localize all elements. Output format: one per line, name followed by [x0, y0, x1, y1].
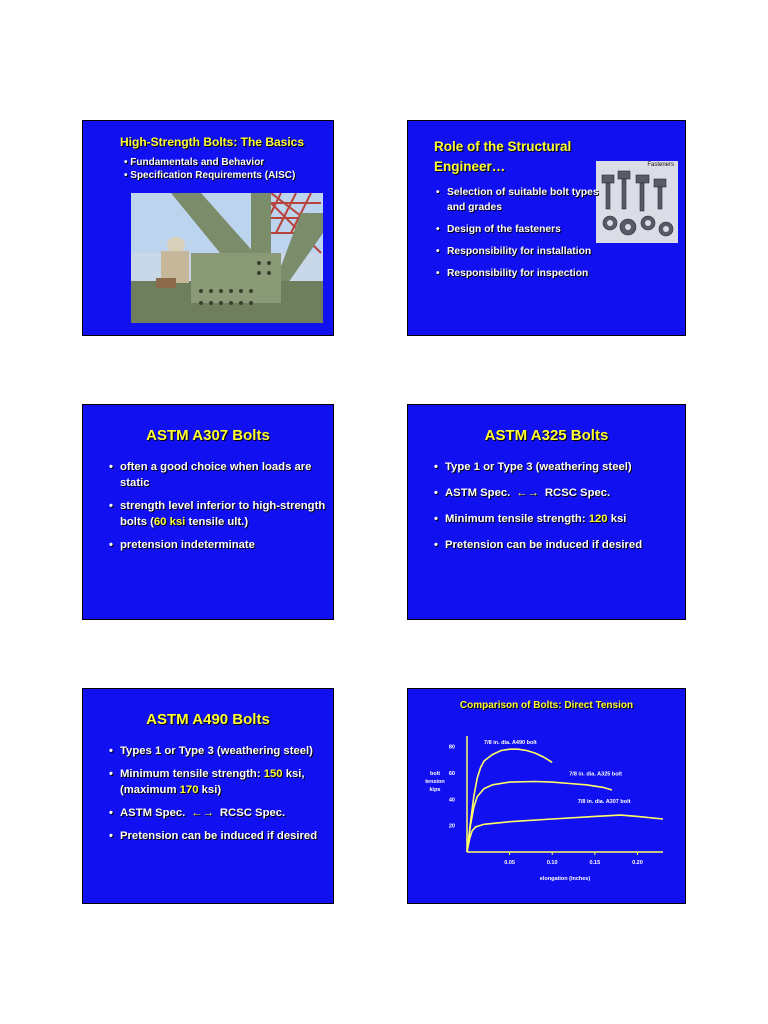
- slide-title: ASTM A490 Bolts: [146, 711, 270, 728]
- bullet-item: • Type 1 or Type 3 (weathering steel): [434, 461, 632, 473]
- series-label: 7/8 in. dia. A325 bolt: [569, 771, 622, 778]
- bullet-list: [436, 185, 616, 288]
- x-axis-label: elongation (inches): [539, 876, 591, 882]
- y-axis-label: bolt: [429, 771, 441, 777]
- tension-elongation-chart: [408, 689, 686, 904]
- highlight-value: 120: [588, 513, 608, 525]
- highlight-value: 60 ksi: [153, 516, 186, 528]
- photo-label: Fasteners: [647, 162, 674, 168]
- slide-title: High-Strength Bolts: The Basics: [120, 135, 305, 149]
- bullet-item: • Minimum tensile strength: 120 ksi: [434, 513, 627, 525]
- y-axis-label: tension: [425, 779, 445, 785]
- bullet-item: • often a good choice when loads are static: [109, 461, 312, 489]
- bullet-list: [109, 459, 329, 560]
- slide-title: ASTM A325 Bolts: [484, 427, 609, 444]
- ironworker-photo: [131, 193, 323, 323]
- double-arrow-icon: ←→: [191, 807, 214, 819]
- highlight-value: 170: [179, 784, 199, 796]
- bullet-item: • ASTM Spec. ←→ RCSC Spec.: [109, 807, 286, 819]
- bullet-item: • Design of the fasteners: [436, 224, 561, 235]
- bullet-item: • Responsibility for installation: [436, 246, 592, 257]
- y-tick-label: 80: [448, 744, 455, 751]
- chart-title: Comparison of Bolts: Direct Tension: [459, 700, 634, 711]
- bullet-list: [109, 743, 329, 851]
- bullet-item: • Pretension can be induced if desired: [109, 830, 318, 842]
- y-tick-label: 20: [448, 823, 455, 830]
- slide-high-strength-bolts: [82, 120, 334, 336]
- bullet-item: • Types 1 or Type 3 (weathering steel): [109, 745, 313, 757]
- slide-title: ASTM A307 Bolts: [146, 427, 270, 444]
- sub-item: • Specification Requirements (AISC): [124, 170, 296, 181]
- series-label: 7/8 in. dia. A490 bolt: [484, 739, 537, 746]
- x-tick-label: 0.10: [546, 860, 558, 866]
- slide-a325: [407, 404, 686, 620]
- bullet-item: • Minimum tensile strength: 150 ksi, (maximum 170 ksi): [109, 768, 305, 796]
- bullet-item: • pretension indeterminate: [109, 539, 255, 551]
- x-tick-label: 0.15: [589, 860, 601, 866]
- series-line: [467, 749, 552, 852]
- slide-title: [434, 137, 571, 177]
- title-line: Engineer…: [434, 159, 506, 174]
- slide-a307: [82, 404, 334, 620]
- slide-bolt-comparison-chart: [407, 688, 686, 904]
- sub-item: • Fundamentals and Behavior: [124, 157, 265, 168]
- bullet-item: • strength level inferior to high-strength bolts (60 ksi tensile ult.): [109, 500, 326, 528]
- y-axis-label: kips: [429, 787, 441, 793]
- slide-role-engineer: [407, 120, 686, 336]
- x-tick-label: 0.05: [504, 860, 515, 866]
- bullet-item: • ASTM Spec. ←→ RCSC Spec.: [434, 487, 611, 499]
- series-line: [467, 815, 663, 852]
- bullet-item: • Pretension can be induced if desired: [434, 539, 643, 551]
- slide-subtitles: [124, 156, 295, 182]
- series-label: 7/8 in. dia. A307 bolt: [577, 799, 631, 806]
- highlight-value: 150: [263, 768, 283, 780]
- y-tick-label: 60: [448, 770, 455, 777]
- x-tick-label: 0.20: [632, 860, 643, 866]
- slide-a490: [82, 688, 334, 904]
- double-arrow-icon: ←→: [516, 487, 539, 499]
- bullet-item: • Responsibility for inspection: [436, 268, 589, 279]
- bullet-item: • Selection of suitable bolt types and grades: [436, 187, 599, 213]
- bullet-list: [434, 459, 674, 563]
- title-line: Role of the Structural: [434, 139, 572, 154]
- y-tick-label: 40: [448, 797, 455, 804]
